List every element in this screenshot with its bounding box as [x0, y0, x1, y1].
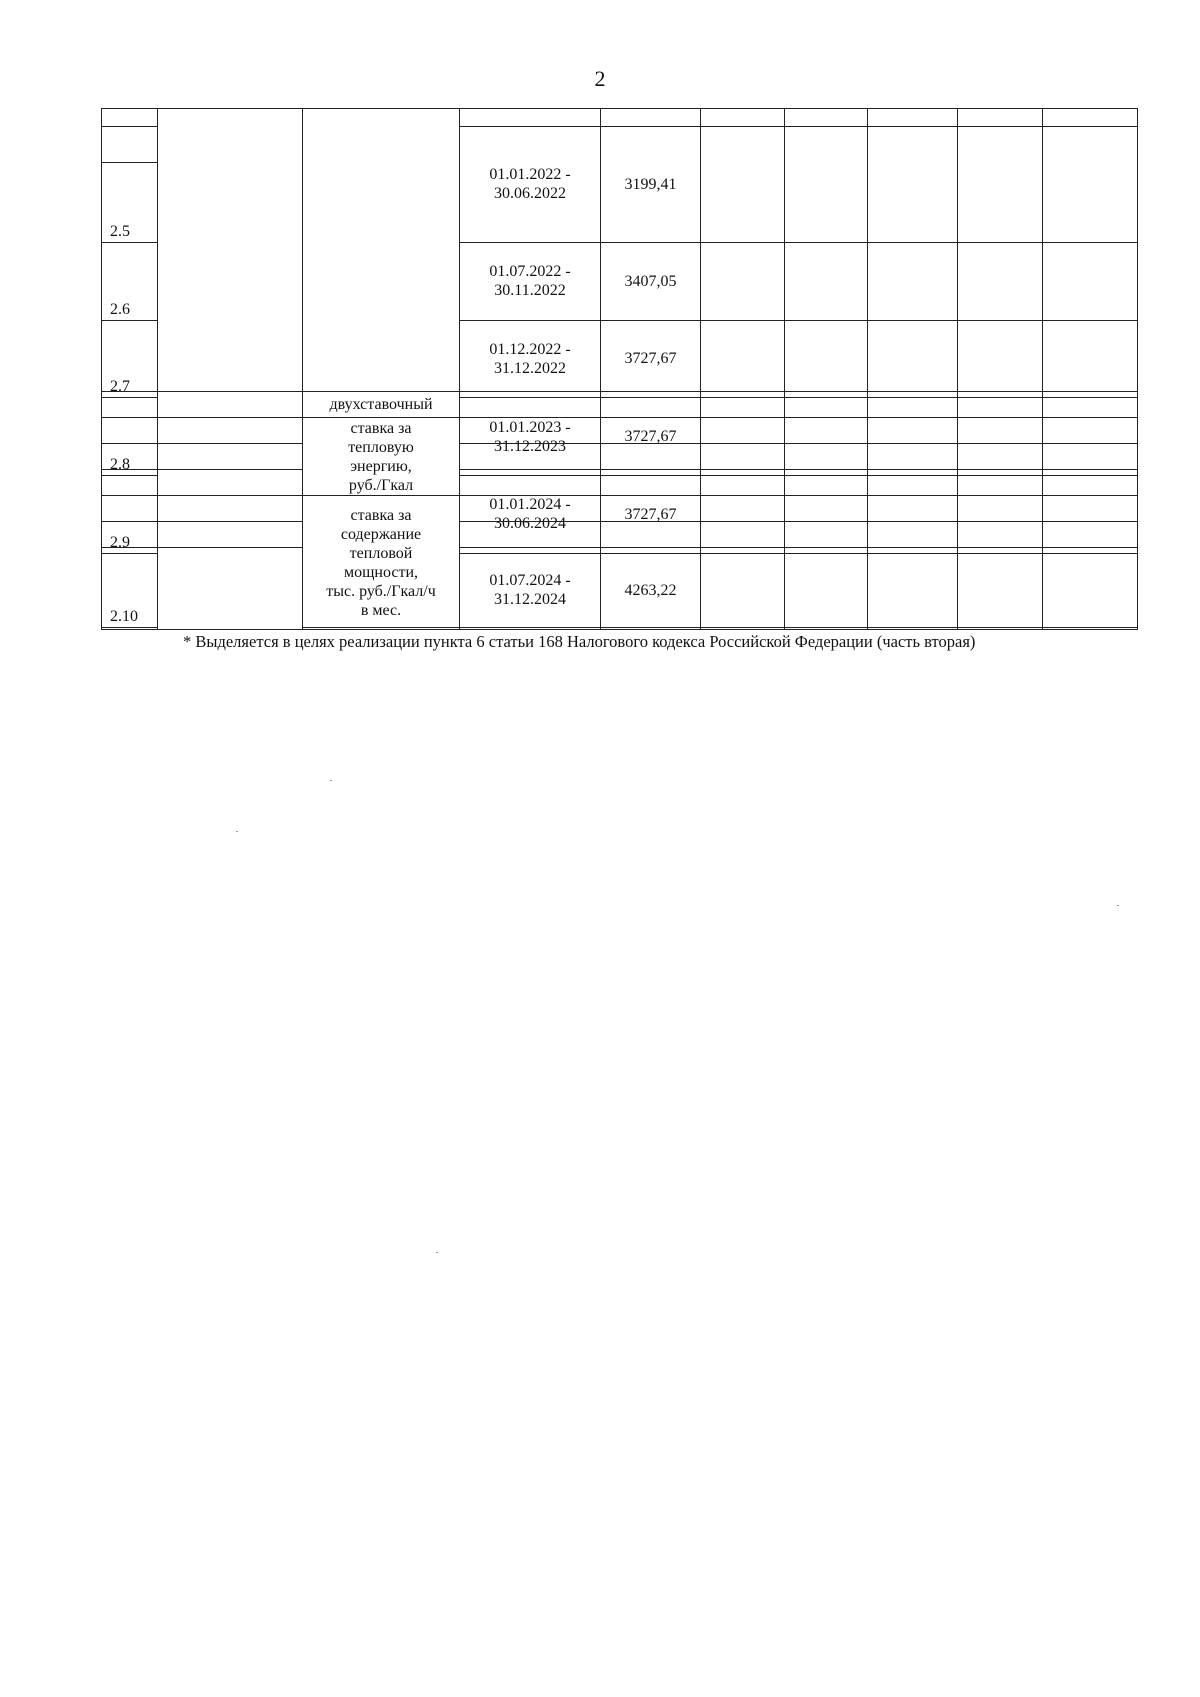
- table-cell: [701, 470, 785, 496]
- table-cell: [958, 127, 1043, 243]
- row-number: 2.7: [102, 320, 158, 398]
- table-cell: [102, 496, 158, 522]
- table-cell: [958, 496, 1043, 522]
- table-cell: [460, 548, 601, 630]
- heat-energy-rate-cell: [303, 418, 460, 496]
- table-cell: [701, 392, 785, 418]
- table-cell: [601, 109, 701, 127]
- table-cell: [701, 496, 785, 522]
- heat-energy-rate-line: ставка за: [350, 419, 412, 437]
- table-cell: [958, 109, 1043, 127]
- capacity-rate-line: тыс. руб./Гкал/ч: [326, 582, 436, 600]
- table-cell: [102, 127, 158, 163]
- table-cell: [158, 522, 303, 548]
- table-row: [102, 470, 1138, 496]
- table-cell: [958, 320, 1043, 398]
- table-cell: [868, 127, 958, 243]
- table-cell: [868, 242, 958, 320]
- table-cell: [601, 470, 701, 496]
- table-cell: [102, 109, 158, 127]
- period-start: 01.07.2024 -: [489, 572, 571, 590]
- table-cell: [868, 392, 958, 418]
- table-cell: [701, 444, 785, 470]
- table-cell: [460, 496, 601, 522]
- table-cell: [701, 109, 785, 127]
- table-cell: [460, 470, 601, 496]
- two-part-label: двухставочный: [303, 392, 460, 418]
- table-cell: [785, 418, 868, 444]
- table-cell: [601, 496, 701, 522]
- table-cell: [958, 548, 1043, 630]
- table-cell: [785, 548, 868, 630]
- period-end: 31.12.2024: [494, 591, 566, 609]
- value-cell: 3727,67: [601, 320, 701, 398]
- page-number: 2: [594, 66, 606, 91]
- capacity-rate-line: в мес.: [360, 601, 402, 619]
- scan-speck: [1117, 905, 1119, 906]
- capacity-rate-line: содержание: [340, 525, 422, 543]
- table-cell: [958, 392, 1043, 418]
- scan-speck: [330, 780, 332, 781]
- table-cell: [460, 522, 601, 548]
- period-cell: [460, 320, 601, 398]
- table-cell: [701, 320, 785, 398]
- table-cell: [1043, 444, 1138, 470]
- table-cell: [701, 127, 785, 243]
- table-cell: [868, 320, 958, 398]
- table-cell: [868, 470, 958, 496]
- period-start: 01.01.2024 -: [489, 496, 571, 514]
- row-number: 2.5: [102, 163, 158, 243]
- table-row: [102, 109, 1138, 127]
- scan-speck: [436, 1252, 438, 1253]
- table-cell: [701, 548, 785, 630]
- table-cell: [1043, 320, 1138, 398]
- row-number: 2.10: [102, 553, 158, 627]
- table-cell: [460, 109, 601, 127]
- capacity-rate-line: тепловой: [349, 544, 413, 562]
- value-cell: 4263,22: [601, 553, 701, 627]
- table-cell: [601, 548, 701, 630]
- period-start: 01.01.2022 -: [489, 166, 571, 184]
- table-cell: [785, 109, 868, 127]
- table-row: [102, 496, 1138, 522]
- table-cell: [1043, 496, 1138, 522]
- period-end: 30.06.2022: [494, 185, 566, 203]
- table-row: [102, 418, 1138, 444]
- table-cell: [158, 418, 303, 444]
- period-start: 01.07.2022 -: [489, 263, 571, 281]
- table-cell: [158, 444, 303, 470]
- table-cell: [701, 242, 785, 320]
- table-cell: [868, 418, 958, 444]
- period-start: 01.01.2023 -: [489, 418, 571, 436]
- period-end: 30.11.2022: [494, 282, 566, 300]
- table-cell: [102, 444, 158, 470]
- table-cell: [102, 418, 158, 444]
- table-cell: [1043, 548, 1138, 630]
- table-cell: [958, 418, 1043, 444]
- heat-energy-rate-line: руб./Гкал: [348, 476, 414, 494]
- table-cell: [158, 496, 303, 522]
- table-cell: [868, 548, 958, 630]
- value-cell: 3199,41: [601, 127, 701, 243]
- two-part-table: [101, 391, 1138, 630]
- table-cell: [868, 496, 958, 522]
- table-cell: [701, 522, 785, 548]
- table-cell: [958, 444, 1043, 470]
- table-row: [102, 548, 1138, 630]
- table-cell: [785, 522, 868, 548]
- table-cell: [158, 548, 303, 630]
- period-cell: [460, 127, 601, 243]
- value-cell: 3727,67: [601, 476, 701, 554]
- table-cell: [158, 392, 303, 418]
- table-cell: [1043, 470, 1138, 496]
- table-cell: [1043, 392, 1138, 418]
- table-cell: [460, 444, 601, 470]
- value-cell: 3727,67: [601, 398, 701, 476]
- capacity-rate-line: мощности,: [343, 563, 419, 581]
- table-cell: [785, 496, 868, 522]
- table-cell: [785, 320, 868, 398]
- table-row: [102, 444, 1138, 470]
- period-cell: [460, 242, 601, 320]
- footnote: * Выделяется в целях реализации пункта 6 статьи 168 Налогового кодекса Российской Федерации (часть вторая): [183, 632, 976, 651]
- table-cell: [1043, 109, 1138, 127]
- table-cell: [601, 522, 701, 548]
- heat-energy-rate-line: энергию,: [350, 457, 412, 475]
- table-cell: [785, 127, 868, 243]
- table-cell: [102, 548, 158, 630]
- heat-energy-rate-line: тепловую: [348, 438, 414, 456]
- table-row: [102, 522, 1138, 548]
- period-end: 30.06.2024: [494, 515, 566, 533]
- table-cell: [868, 522, 958, 548]
- table-cell: [158, 470, 303, 496]
- row-number: 2.8: [102, 398, 158, 476]
- table-cell: [601, 444, 701, 470]
- capacity-rate-line: ставка за: [350, 506, 412, 524]
- period-end: 31.12.2023: [494, 437, 566, 455]
- table-cell: [601, 392, 701, 418]
- table-cell: [785, 470, 868, 496]
- table-cell: [868, 109, 958, 127]
- value-cell: 3407,05: [601, 242, 701, 320]
- table-cell: [1043, 242, 1138, 320]
- table-row: [102, 392, 1138, 418]
- table-cell: [785, 392, 868, 418]
- table-cell: [785, 444, 868, 470]
- table-cell: [460, 418, 601, 444]
- table-cell: [958, 242, 1043, 320]
- table-cell: [102, 470, 158, 496]
- table-cell: [701, 418, 785, 444]
- table-cell: [868, 444, 958, 470]
- capacity-rate-cell: [303, 496, 460, 630]
- table-cell: [601, 418, 701, 444]
- table-cell: [958, 470, 1043, 496]
- table-cell: [1043, 522, 1138, 548]
- table-cell: [460, 392, 601, 418]
- table-cell: [1043, 127, 1138, 243]
- row-number: 2.9: [102, 476, 158, 554]
- table-cell: [102, 522, 158, 548]
- row-number: 2.6: [102, 242, 158, 320]
- table-cell: [785, 242, 868, 320]
- scan-speck: [236, 831, 238, 832]
- period-start: 01.12.2022 -: [489, 340, 571, 358]
- period-end: 31.12.2022: [494, 359, 566, 377]
- table-cell: [102, 392, 158, 418]
- table-cell: [1043, 418, 1138, 444]
- table-cell: [958, 522, 1043, 548]
